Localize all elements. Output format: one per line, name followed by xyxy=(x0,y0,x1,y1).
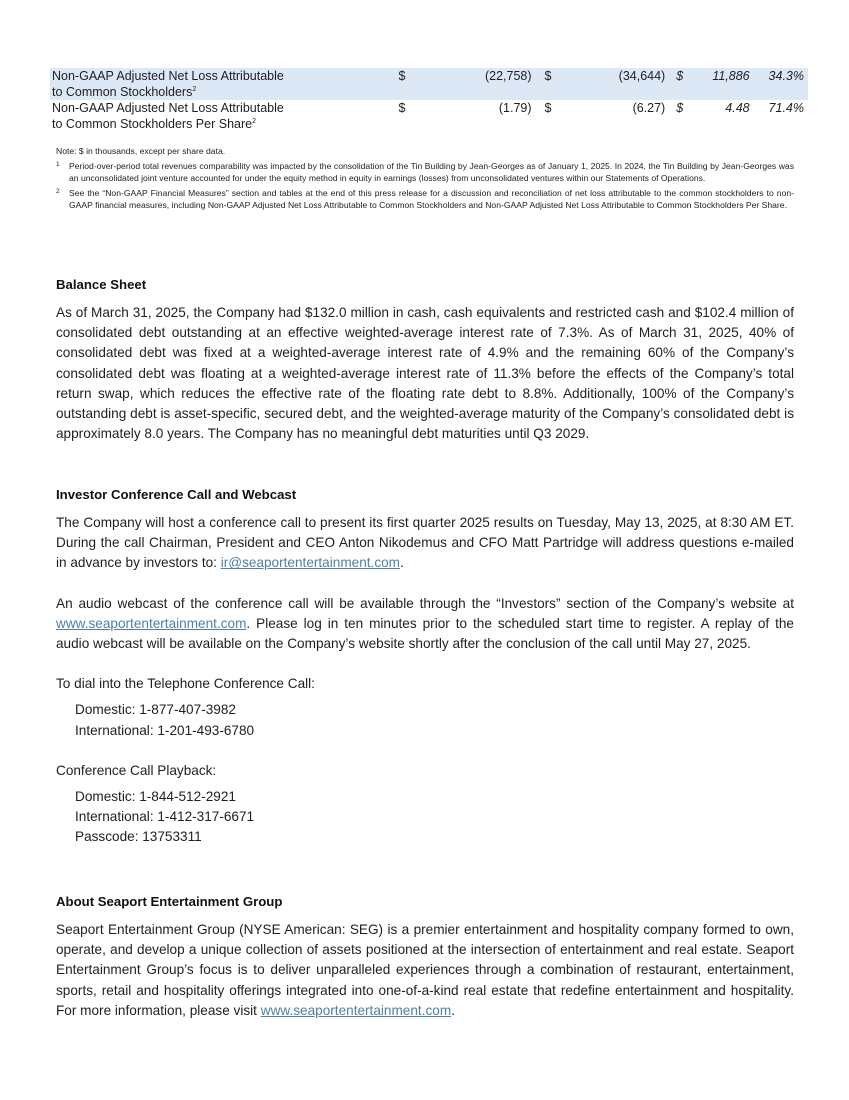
currency-symbol: $ xyxy=(544,101,552,115)
table-row xyxy=(50,100,808,132)
footnote-mark: 2 xyxy=(56,188,60,195)
table-notes xyxy=(56,145,794,214)
value-change: 11,886 xyxy=(694,68,749,100)
value-current: (1.79) xyxy=(498,101,532,115)
dial-numbers xyxy=(56,700,794,740)
value-prior: (34,644) xyxy=(565,68,666,100)
table-row xyxy=(50,68,808,100)
currency-symbol: $ xyxy=(398,101,406,115)
value-prior: (6.27) xyxy=(632,101,666,115)
website-link[interactable]: www.seaportentertainment.com xyxy=(56,615,247,631)
playback-intro: Conference Call Playback: xyxy=(56,762,217,778)
webcast-paragraph: An audio webcast of the conference call will be available through the “Investors” section of the Company’s website at www.seaportentertainment.com. Please log in ten minutes prior to the scheduled start time to register. A replay of the audio webcast will be available on the Company’s website shortly after the conclusion of the call until May 27, 2025. xyxy=(56,595,794,652)
playback-passcode: Passcode: 13753311 xyxy=(75,829,202,845)
playback-numbers xyxy=(56,787,794,848)
conference-paragraph: The Company will host a conference call to present its first quarter 2025 results on Tuesday, May 13, 2025, at 8:30 AM ET. During the call Chairman, President and CEO Anton Nikodemus and CFO Matt Partridge will address questions e-mailed in advance by investors to: ir@seaportentertainment.com. xyxy=(56,515,794,571)
about-paragraph: Seaport Entertainment Group (NYSE American: SEG) is a premier entertainment and hospitality company formed to own, operate, and develop a unique collection of assets positioned at the intersection of entertainment and real estate. Seaport Entertainment Group’s focus is to deliver unparalleled experiences through a combination of restaurant, entertainment, sports, retail and hospitality offerings integrated into one-of-a-kind real estate that redefine entertainment and hospitality. For more information, please visit www.seaportentertainment.com. xyxy=(56,922,794,1018)
financial-table xyxy=(50,68,808,132)
section-heading: Investor Conference Call and Webcast xyxy=(56,487,297,502)
currency-symbol: $ xyxy=(676,101,684,115)
row-label: Non-GAAP Adjusted Net Loss Attributable to Common Stockholders$^2$ xyxy=(50,68,344,100)
website-link[interactable]: www.seaportentertainment.com xyxy=(260,1002,452,1018)
playback-international: International: 1-412-317-6671 xyxy=(75,809,255,825)
conference-call-section xyxy=(56,486,794,848)
dial-intro: To dial into the Telephone Conference Call: xyxy=(56,676,315,692)
footnote-text: See the “Non-GAAP Financial Measures” section and tables at the end of this press release for a discussion and reconciliation of net loss attributable to the common stockholders to non-GAAP financial measures, including Non-GAAP Adjusted Net Loss Attributable to Common Stockholders and Non-GAAP Adjusted Net Loss Attributable to Common Stockholders Per Share. xyxy=(69,188,794,210)
currency-symbol: $ xyxy=(665,68,694,100)
footnote-text: Period-over-period total revenues comparability was impacted by the consolidation of the Tin Building by Jean-Georges as of January 1, 2025. In 2024, the Tin Building by Jean-Georges was an unconsolidated joint venture accounted for under the equity method in equity in earnings (losses) from unconsolidated ventures within our Statements of Operations. xyxy=(69,161,794,183)
value-change: 4.48 xyxy=(725,101,750,115)
footnote xyxy=(56,160,794,184)
dial-international: International: 1-201-493-6780 xyxy=(75,722,255,738)
playback-domestic: Domestic: 1-844-512-2921 xyxy=(75,789,236,805)
percent-change: 34.3% xyxy=(750,68,808,100)
footnote xyxy=(56,187,794,211)
about-section xyxy=(56,893,794,1021)
row-label: Non-GAAP Adjusted Net Loss Attributable to Common Stockholders Per Share$^2$ xyxy=(52,101,284,131)
section-heading: About Seaport Entertainment Group xyxy=(56,894,283,909)
section-heading: Balance Sheet xyxy=(56,277,147,292)
currency-symbol: $ xyxy=(344,68,452,100)
investor-email-link[interactable]: ir@seaportentertainment.com xyxy=(220,555,401,571)
balance-sheet-paragraph: As of March 31, 2025, the Company had $132.0 million in cash, cash equivalents and restricted cash and $102.4 million of consolidated debt outstanding at an effective weighted-average interest rate of 7.3%. As of March 31, 2025, 40% of consolidated debt was fixed at a weighted-average interest rate of 4.9% and the remaining 60% of the Company’s consolidated debt was floating at a weighted-average interest rate of 11.3% before the effects of the Company’s total return swap, which reduces the effective rate of the floating rate debt to 8.8%. Additionally, 100% of the Company’s outstanding debt is asset-specific, secured debt, and the weighted-average maturity of the Company’s consolidated debt is approximately 8.0 years. The Company has no meaningful debt maturities until Q3 2029. xyxy=(56,305,794,442)
balance-sheet-section xyxy=(56,276,794,444)
percent-change: 71.4% xyxy=(768,101,804,115)
currency-symbol: $ xyxy=(532,68,565,100)
value-current: (22,758) xyxy=(451,68,531,100)
dial-domestic: Domestic: 1-877-407-3982 xyxy=(75,702,236,718)
footnote-mark: 1 xyxy=(56,161,60,168)
units-note: Note: $ in thousands, except per share data. xyxy=(56,146,226,156)
